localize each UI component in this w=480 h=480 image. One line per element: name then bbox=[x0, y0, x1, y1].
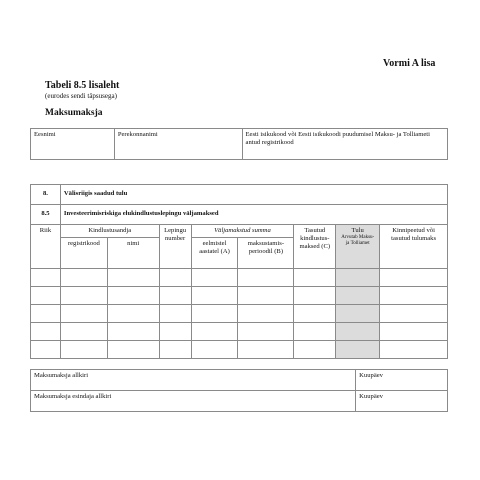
table-cell[interactable] bbox=[60, 341, 107, 359]
last-name-field[interactable] bbox=[114, 129, 242, 160]
col-income bbox=[336, 225, 380, 269]
payer-date-field[interactable] bbox=[356, 370, 448, 391]
table-cell[interactable] bbox=[31, 323, 61, 341]
col-payout: Väljamakstud summa bbox=[191, 225, 294, 238]
table-cell[interactable] bbox=[238, 323, 294, 341]
table-cell[interactable] bbox=[294, 305, 336, 323]
col-tax-paid: Kinnipeetud või tasutud tulumaks bbox=[380, 225, 448, 269]
table-cell[interactable] bbox=[238, 341, 294, 359]
table-cell[interactable] bbox=[159, 269, 191, 287]
income-cell bbox=[336, 341, 380, 359]
table-cell[interactable] bbox=[294, 287, 336, 305]
section-heading: Maksumaksja bbox=[45, 108, 103, 118]
col-payout-period: maksustamis-perioodil (B) bbox=[238, 238, 294, 269]
table-cell[interactable] bbox=[31, 269, 61, 287]
income-cell bbox=[336, 305, 380, 323]
payer-date-label: Kuupäev bbox=[359, 372, 383, 379]
income-cell bbox=[336, 287, 380, 305]
payouts-table bbox=[30, 184, 448, 359]
income-cell bbox=[336, 269, 380, 287]
table-cell[interactable] bbox=[294, 323, 336, 341]
table-cell[interactable] bbox=[107, 323, 159, 341]
table-cell[interactable] bbox=[294, 269, 336, 287]
representative-date-field[interactable] bbox=[356, 391, 448, 412]
table-cell[interactable] bbox=[238, 305, 294, 323]
table-cell[interactable] bbox=[159, 341, 191, 359]
table-cell[interactable] bbox=[191, 341, 238, 359]
table-cell[interactable] bbox=[60, 269, 107, 287]
table-cell[interactable] bbox=[31, 341, 61, 359]
col-insurer: Kindlustusandja bbox=[60, 225, 159, 238]
table-cell[interactable] bbox=[380, 341, 448, 359]
col-income-label: Tulu bbox=[351, 227, 364, 234]
payer-signature-label: Maksumaksja allkiri bbox=[34, 372, 89, 379]
table-cell[interactable] bbox=[31, 305, 61, 323]
subsection-title: Investeerimisriskiga elukindlustuslepingu väljamaksed bbox=[60, 205, 447, 225]
subsection-number: 8.5 bbox=[31, 205, 61, 225]
table-row bbox=[31, 341, 448, 359]
representative-signature-label: Maksumaksja esindaja allkiri bbox=[34, 393, 112, 400]
first-name-label: Eesnimi bbox=[34, 131, 56, 138]
table-cell[interactable] bbox=[191, 269, 238, 287]
col-insurer-reg: registrikood bbox=[60, 238, 107, 269]
table-cell[interactable] bbox=[107, 341, 159, 359]
col-income-note: Arvutab Maksu- ja Tolliamet bbox=[341, 235, 375, 246]
table-cell[interactable] bbox=[380, 269, 448, 287]
table-cell[interactable] bbox=[60, 287, 107, 305]
col-insurer-name: nimi bbox=[107, 238, 159, 269]
page-subtitle: (eurodes sendi täpsusega) bbox=[45, 92, 117, 100]
table-cell[interactable] bbox=[191, 323, 238, 341]
table-cell[interactable] bbox=[107, 269, 159, 287]
id-code-label: Eesti isikukood või Eesti isikukoodi puudumisel Maksu- ja Tolliameti antud registrikood bbox=[245, 131, 430, 147]
table-cell[interactable] bbox=[191, 305, 238, 323]
col-premiums: Tasutud kindlustus-maksed (C) bbox=[294, 225, 336, 269]
table-cell[interactable] bbox=[107, 305, 159, 323]
representative-signature-field[interactable] bbox=[31, 391, 356, 412]
representative-date-label: Kuupäev bbox=[359, 393, 383, 400]
table-cell[interactable] bbox=[380, 287, 448, 305]
table-row bbox=[31, 305, 448, 323]
col-payout-prev: eelmistel aastatel (A) bbox=[191, 238, 238, 269]
section-title: Välisriigis saadud tulu bbox=[60, 185, 447, 205]
table-cell[interactable] bbox=[294, 341, 336, 359]
table-cell[interactable] bbox=[380, 305, 448, 323]
table-cell[interactable] bbox=[60, 323, 107, 341]
table-cell[interactable] bbox=[238, 269, 294, 287]
table-row bbox=[31, 287, 448, 305]
table-cell[interactable] bbox=[191, 287, 238, 305]
table-row bbox=[31, 269, 448, 287]
first-name-field[interactable] bbox=[31, 129, 115, 160]
table-cell[interactable] bbox=[159, 287, 191, 305]
table-cell[interactable] bbox=[238, 287, 294, 305]
id-code-field[interactable] bbox=[242, 129, 447, 160]
last-name-label: Perekonnanimi bbox=[117, 131, 158, 138]
table-cell[interactable] bbox=[159, 323, 191, 341]
table-cell[interactable] bbox=[380, 323, 448, 341]
table-cell[interactable] bbox=[31, 287, 61, 305]
col-country: Riik bbox=[31, 225, 61, 269]
table-cell[interactable] bbox=[159, 305, 191, 323]
col-contract-number: Lepingu number bbox=[159, 225, 191, 269]
income-cell bbox=[336, 323, 380, 341]
table-cell[interactable] bbox=[60, 305, 107, 323]
payer-signature-field[interactable] bbox=[31, 370, 356, 391]
page-title: Tabeli 8.5 lisaleht bbox=[45, 80, 120, 91]
table-row bbox=[31, 323, 448, 341]
table-cell[interactable] bbox=[107, 287, 159, 305]
payer-table bbox=[30, 128, 448, 160]
form-reference: Vormi A lisa bbox=[383, 58, 436, 69]
signature-table bbox=[30, 369, 448, 412]
section-number: 8. bbox=[31, 185, 61, 205]
